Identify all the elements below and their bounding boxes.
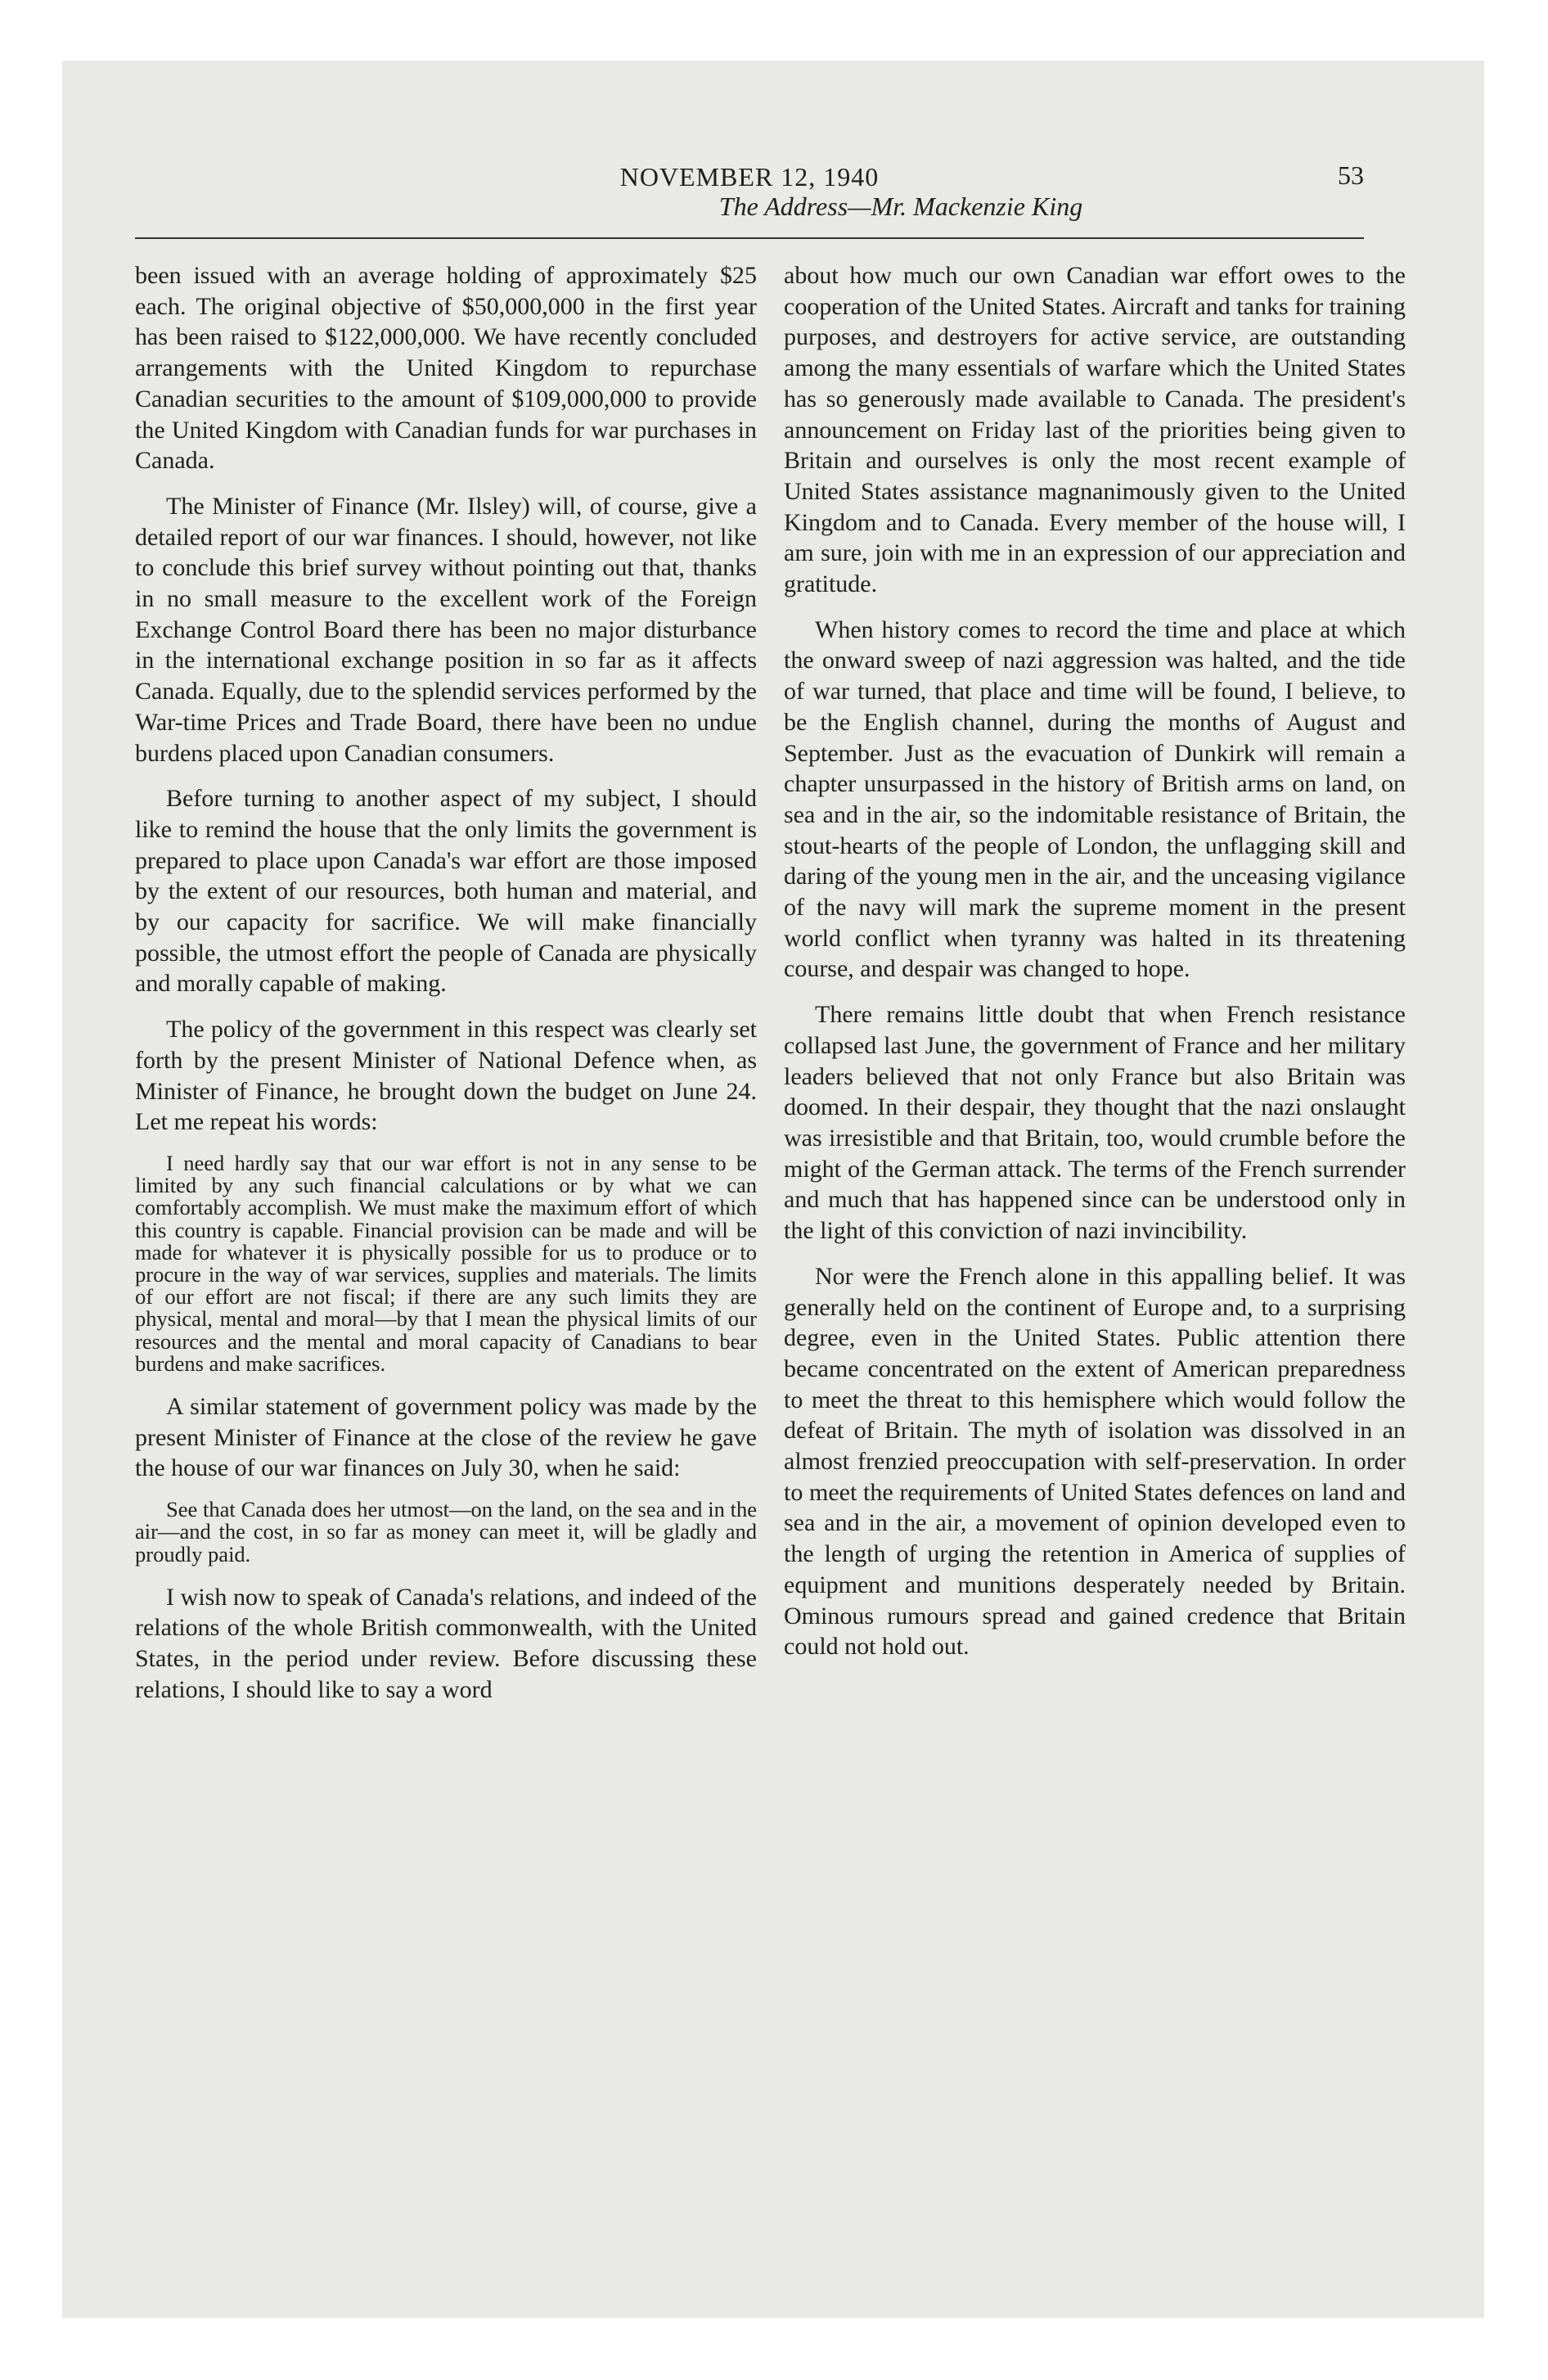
quotation: I need hardly say that our war effort is not in any sense to be limited by any such financial calculations or by what we can comfortably accomplish. We must make the maximum effort of which this country is capable. Financial provision can be made and will be made for whatever it is physically possible for us to produce or to procure in the way of war services, supplies and materials. The limits of our effort are not fiscal; if there are any such limits they are physical, mental and moral—by that I mean the physical limits of our resources and the mental and moral capacity of Canadians to bear burdens and make sacrifices. [135, 1150, 757, 1376]
left-column [135, 260, 757, 1720]
paragraph: been issued with an average holding of approximately $25 each. The original objective of $50,000,000 in the first year has been raised to $122,000,000. We have recently concluded arrangements with the United Kingdom to repurchase Canadian securities to the amount of $109,000,000 to provide the United Kingdom with Canadian funds for war purchases in Canada. [135, 262, 757, 475]
paragraph: The policy of the government in this respect was clearly set forth by the present Minister of National Defence when, as Minister of Finance, he brought down the budget on June 24. Let me repeat his words: [135, 1016, 757, 1136]
paragraph: I wish now to speak of Canada's relations, and indeed of the relations of the whole British commonwealth, with the United States, in the period under review. Before discussing these relations, I should like to say a word [135, 1583, 757, 1703]
page-header [135, 105, 1364, 244]
right-column [784, 260, 1406, 1677]
quotation: See that Canada does her utmost—on the land, on the sea and in the air—and the cost, in so far as money can meet it, will be gladly and proudly paid. [135, 1497, 757, 1566]
paragraph: The Minister of Finance (Mr. Ilsley) will, of course, give a detailed report of our war finances. I should, however, not like to conclude this brief survey without pointing out that, thanks in no small measure to the excellent work of the Foreign Exchange Control Board there has been no major disturbance in the international exchange position in so far as it affects Canada. Equally, due to the splendid services performed by the War-time Prices and Trade Board, there have been no undue burdens placed upon Canadian consumers. [135, 492, 757, 767]
paragraph: Nor were the French alone in this appalling belief. It was generally held on the continent of Europe and, to a surprising degree, even in the United States. Public attention there became concentrated on the extent of American preparedness to meet the threat to this hemisphere which would follow the defeat of Britain. The myth of isolation was dissolved in an almost frenzied preoccupation with self-preservation. In order to meet the requirements of United States defences on land and sea and in the air, a movement of opinion developed even to the length of urging the retention in America of supplies of equipment and munitions desperately needed by Britain. Ominous rumours spread and gained credence that Britain could not hold out. [784, 1262, 1406, 1661]
paragraph: When history comes to record the time and place at which the onward sweep of nazi aggression was halted, and the tide of war turned, that place and time will be found, I believe, to be the English channel, during the months of August and September. Just as the evacuation of Dunkirk will remain a chapter unsurpassed in the history of British arms on land, on sea and in the air, so the indomitable resistance of Britain, the stout-hearts of the people of London, the unflagging skill and daring of the young men in the air, and the unceasing vigilance of the navy will mark the supreme moment in the present world conflict when tyranny was halted in its threatening course, and despair was changed to hope. [784, 615, 1406, 983]
paragraph: about how much our own Canadian war effort owes to the cooperation of the United States. Aircraft and tanks for training purposes, and destroyers for active service, are outstanding among the many essentials of warfare which the United States has so generously made available to Canada. The president's announcement on Friday last of the priorities being given to Britain and ourselves is only the most recent example of United States assistance magnanimously given to the United Kingdom and to Canada. Every member of the house will, I am sure, join with me in an expression of our appreciation and gratitude. [784, 262, 1406, 598]
paragraph: Before turning to another aspect of my subject, I should like to remind the house that the only limits the government is prepared to place upon Canada's war effort are those imposed by the extent of our resources, both human and material, and by our capacity for sacrifice. We will make financially possible, the utmost effort the people of Canada are physically and morally capable of making. [135, 785, 757, 998]
paragraph: There remains little doubt that when French resistance collapsed last June, the government of France and her military leaders believed that not only France but also Britain was doomed. In their despair, they thought that the nazi onslaught was irresistible and that Britain, too, would crumble before the might of the German attack. The terms of the French surrender and much that has happened since can be understood only in the light of this conviction of nazi invincibility. [784, 1001, 1406, 1245]
header-date: NOVEMBER 12, 1940 [619, 162, 880, 192]
paragraph: A similar statement of government policy was made by the present Minister of Finance at the close of the review he gave the house of our war finances on July 30, when he said: [135, 1393, 757, 1482]
page-number: 53 [1338, 160, 1364, 190]
header-rule [135, 237, 1364, 239]
running-title: The Address—Mr. Mackenzie King [718, 192, 1083, 221]
